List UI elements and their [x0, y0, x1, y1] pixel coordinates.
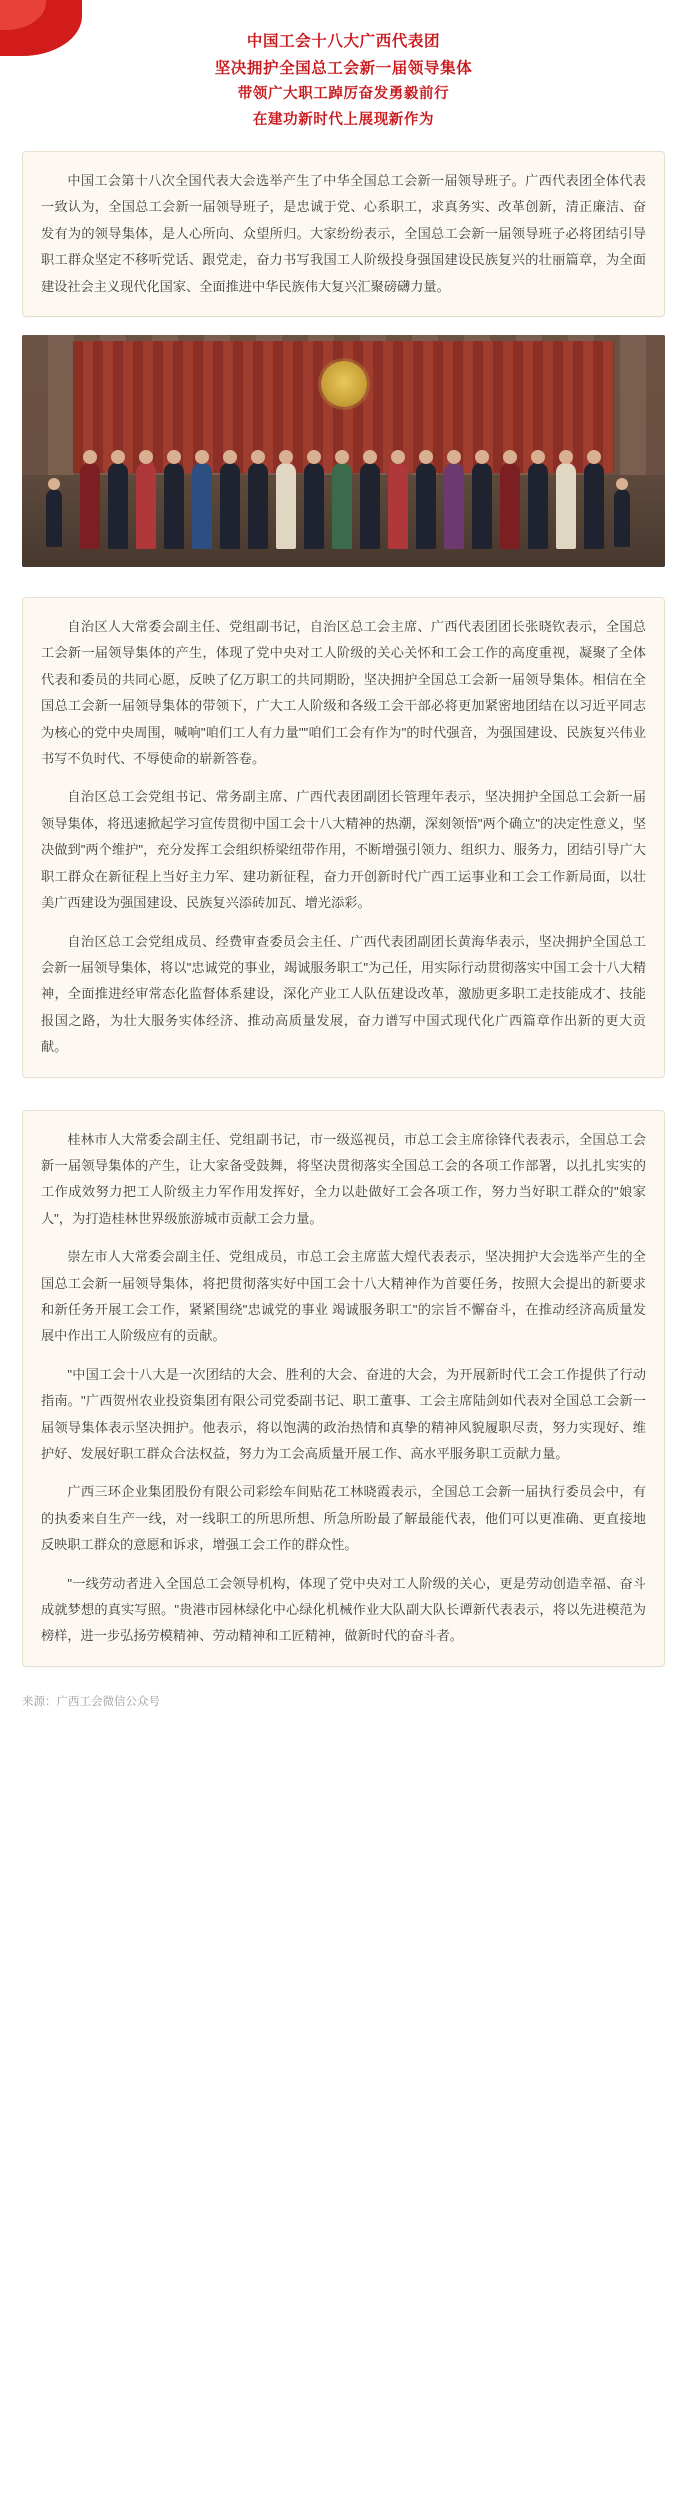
person-figure: [444, 463, 464, 549]
person-figure: [136, 463, 156, 549]
person-figure: [192, 463, 212, 549]
representatives-group-photo: [22, 335, 665, 567]
person-figure: [416, 463, 436, 549]
person-figure: [472, 463, 492, 549]
paragraph: 崇左市人大常委会副主任、党组成员，市总工会主席蓝大煌代表表示，坚决拥护大会选举产生的全国总工会新一届领导集体，将把贯彻落实好中国工会十八大精神作为首要任务，按照大会提出的新要求和新任务开展工会工作，紧紧围绕"忠诚党的事业 竭诚服务职工"的宗旨不懈奋斗，在推动经济高质量发展中作出工人阶级应有的贡献。: [41, 1249, 646, 1344]
paragraph: 自治区人大常委会副主任、党组副书记，自治区总工会主席、广西代表团团长张晓钦表示，全国总工会新一届领导集体的产生，体现了党中央对工人阶级的关心关怀和工会工作的高度重视，凝聚了全体代表和委员的共同心愿，反映了亿万职工的共同期盼，坚决拥护全国总工会新一届领导集体。相信在全国总工会新一届领导集体的带领下，广大工人阶级和各级工会干部必将更加紧密地团结在以习近平同志为核心的党中央周围，喊响"咱们工人有力量""咱们工会有作为"的时代强音，为强国建设、民族复兴伟业书写不负时代、不辱使命的崭新答卷。: [41, 619, 646, 767]
section-three-wrapper: [0, 1096, 687, 1667]
paragraph: "一线劳动者进入全国总工会领导机构，体现了党中央对工人阶级的关心，更是劳动创造幸福、奋斗成就梦想的真实写照。"贵港市园林绿化中心绿化机械作业大队副大队长谭新代表表示，将以先进模范为榜样，进一步弘扬劳模精神、劳动精神和工匠精神，做新时代的奋斗者。: [41, 1575, 646, 1644]
person-figure: [556, 463, 576, 549]
person-figure: [388, 463, 408, 549]
source-line: 来源：广西工会微信公众号: [22, 1695, 160, 1708]
paragraph: 桂林市人大常委会副主任、党组副书记，市一级巡视员，市总工会主席徐锋代表表示，全国总工会新一届领导集体的产生，让大家备受鼓舞，将坚决贯彻落实全国总工会的各项工作部署，以扎扎实实的工作成效努力把工人阶级主力军作用发挥好，全力以赴做好工会各项工作，努力当好职工群众的"娘家人"，为打造桂林世界级旅游城市贡献工会力量。: [41, 1131, 646, 1226]
photo-people-row: [22, 439, 665, 549]
person-figure: [528, 463, 548, 549]
intro-card: [22, 151, 665, 317]
person-figure: [332, 463, 352, 549]
person-figure: [46, 489, 62, 547]
paragraph: 中国工会第十八次全国代表大会选举产生了中华全国总工会新一届领导班子。广西代表团全体代表一致认为，全国总工会新一届领导班子，是忠诚于党、心系职工，求真务实、改革创新，清正廉洁、奋发有为的领导集体，是人心所向、众望所归。大家纷纷表示，全国总工会新一届领导班子必将团结引导职工群众坚定不移听党话、跟党走，奋力书写我国工人阶级投身强国建设民族复兴的壮丽篇章，为全面建设社会主义现代化国家、全面推进中华民族伟大复兴汇聚磅礴力量。: [41, 173, 646, 294]
paragraph: 广西三环企业集团股份有限公司彩绘车间贴花工林晓霞表示，全国总工会新一届执行委员会中，有的执委来自生产一线，对一线职工的所思所想、所急所盼最了解最能代表，他们可以更准确、更直接地反映职工群众的意愿和诉求，增强工会工作的群众性。: [41, 1484, 646, 1553]
person-figure: [304, 463, 324, 549]
person-figure: [500, 463, 520, 549]
page-title-line-2: 坚决拥护全国总工会新一届领导集体: [214, 60, 473, 78]
person-figure: [248, 463, 268, 549]
person-figure: [360, 463, 380, 549]
person-figure: [80, 463, 100, 549]
page-title-line-1: 中国工会十八大广西代表团: [246, 33, 441, 50]
section-two-wrapper: [0, 583, 687, 1078]
person-figure: [108, 463, 128, 549]
person-figure: [276, 463, 296, 549]
page-title-line-3: 带领广大职工踔厉奋发勇毅前行: [237, 86, 450, 103]
person-figure: [164, 463, 184, 549]
provincial-statements-card: [22, 597, 665, 1078]
article-header: [0, 0, 687, 137]
person-figure: [220, 463, 240, 549]
photo-wrapper: [0, 335, 687, 567]
page-title-line-4: 在建功新时代上展现新作为: [252, 111, 435, 128]
paragraph: 自治区总工会党组成员、经费审查委员会主任、广西代表团副团长黄海华表示，坚决拥护全国总工会新一届领导集体，将以"忠诚党的事业，竭诚服务职工"为己任，用实际行动贯彻落实中国工会十八大精神，全面推进经审常态化监督体系建设，深化产业工人队伍建设改革，激励更多职工走技能成才、技能报国之路，为壮大服务实体经济、推动高质量发展，奋力谱写中国式现代化广西篇章作出新的更大贡献。: [41, 933, 646, 1055]
person-figure: [614, 489, 630, 547]
paragraph: "中国工会十八大是一次团结的大会、胜利的大会、奋进的大会，为开展新时代工会工作提供了行动指南。"广西贺州农业投资集团有限公司党委副书记、职工董事、工会主席陆剑如代表对全国总工会新一届领导集体表示坚决拥护。他表示，将以饱满的政治热情和真挚的精神风貌履职尽责，努力实现好、维护好、发展好职工群众合法权益，努力为工会高质量开展工作、高水平服务职工贡献力量。: [41, 1366, 646, 1461]
delegate-statements-card: [22, 1110, 665, 1667]
section-one-wrapper: [0, 137, 687, 317]
person-figure: [584, 463, 604, 549]
paragraph: 自治区总工会党组书记、常务副主席、广西代表团副团长管理年表示，坚决拥护全国总工会新一届领导集体，将迅速掀起学习宣传贯彻中国工会十八大精神的热潮，深刻领悟"两个确立"的决定性意义，坚决做到"两个维护"，充分发挥工会组织桥梁纽带作用，不断增强引领力、组织力、服务力，团结引导广大职工群众在新征程上当好主力军、建功新征程，奋力开创新时代广西工运事业和工会工作新局面，以壮美广西建设为强国建设、民族复兴添砖加瓦、增光添彩。: [41, 789, 646, 911]
national-emblem-icon: [321, 361, 367, 407]
